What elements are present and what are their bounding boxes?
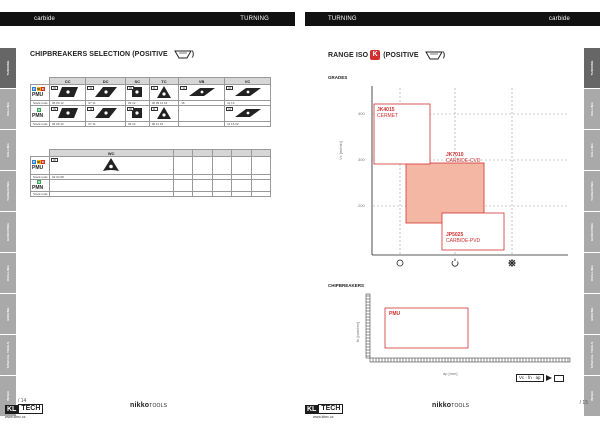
- right-side-tab-grooving[interactable]: GROOVING: [584, 212, 600, 253]
- insert-vc-pmn: 16: [225, 106, 271, 122]
- row2-pmn-sub: Stock tools: [31, 192, 50, 197]
- col-header-tc: TC: [149, 78, 179, 85]
- insert-cc-pmu: 09: [50, 85, 86, 101]
- col-header-dc: DC: [86, 78, 126, 85]
- col-header-wc: WC: [50, 150, 174, 157]
- rhombus-55-insert-icon: [94, 85, 118, 99]
- left-header-section: TURNING: [240, 16, 269, 22]
- left-page-number: / 14: [18, 398, 27, 404]
- row-pmn-sub: Stock tools: [31, 122, 50, 127]
- rhombus-35-insert-icon: [234, 85, 262, 99]
- left-side-tab-drilling[interactable]: DRILLING: [0, 253, 16, 294]
- triangle-insert-icon: [156, 85, 172, 99]
- right-side-tab-boring[interactable]: BORING: [584, 294, 600, 335]
- row-pmu-label: P M K PMU: [31, 85, 50, 101]
- left-side-tab-milling[interactable]: MILLING: [0, 130, 16, 171]
- triangle-insert-icon: [156, 106, 172, 120]
- left-section-title: CHIPBREAKERS SELECTION (POSITIVE ): [30, 51, 195, 58]
- left-header-bar: [0, 12, 295, 26]
- grades-label: GRADES: [328, 75, 348, 80]
- left-side-tab-grooving[interactable]: GROOVING: [0, 212, 16, 253]
- right-page-number: / 15: [579, 400, 588, 406]
- circle-icon: [397, 260, 403, 266]
- chipbreaker-table-1: CC DC SC TC VB VC P M K PMU 09 11 09 11 11 16 Stock tools 06 09 12 07 11 09 12 06 09 11 16 16 11 16 N PMN 09 11 09 11 16 Stock tools 06 09 12 07 11 09 12 06 11 16 11 16 22: [30, 77, 271, 127]
- y-axis-ruler: [366, 294, 370, 358]
- left-side-tab-boring[interactable]: BORING: [0, 294, 16, 335]
- grades-y-axis-label: Vc [m/min]: [338, 141, 343, 160]
- chipbreaker-table-2: WC P M K PMU 06 Stock tools 02 04 08 N PMN Stock tools: [30, 149, 271, 197]
- left-side-tab-milling[interactable]: MILLING: [0, 89, 16, 130]
- right-header-category: carbide: [548, 16, 570, 22]
- x-axis-ruler: [370, 358, 570, 362]
- kltech-logo: KL TECH www.kltec.cz: [305, 404, 343, 419]
- left-side-tab-turning[interactable]: TURNING: [0, 48, 16, 89]
- right-section-title: RANGE ISO K (POSITIVE ): [328, 51, 446, 59]
- insert-dc-pmn: 11: [86, 106, 126, 122]
- right-side-tab-index[interactable]: INDEX: [584, 376, 600, 417]
- col-header-cc: CC: [50, 78, 86, 85]
- insert-vb-pmn-empty: [179, 106, 225, 122]
- right-page: [300, 0, 600, 424]
- grade-label-jk4015: JK4015 CERMET: [377, 107, 399, 119]
- insert-vc-pmu: 16: [225, 85, 271, 101]
- table-reference-icon: [554, 375, 564, 382]
- positive-insert-icon: [425, 51, 443, 60]
- row2-pmu-label: P M K PMU: [31, 157, 50, 175]
- col-header-vb: VB: [179, 78, 225, 85]
- right-side-tabs: [584, 48, 600, 417]
- left-header-category: carbide: [34, 16, 56, 22]
- cutting-data-formula: [516, 374, 564, 382]
- arrow-right-icon: [546, 375, 552, 381]
- chipbreaker-chart: [348, 292, 572, 374]
- right-side-tab-milling[interactable]: MILLING: [584, 130, 600, 171]
- y-tick-200: 200: [358, 203, 365, 208]
- chipbreakers-label: CHIPBREAKERS: [328, 283, 365, 288]
- row-pmu-sub: Stock tools: [31, 101, 50, 106]
- col-header-sc: SC: [125, 78, 149, 85]
- y-tick-300: 300: [358, 157, 365, 162]
- row2-pmn-label: N PMN: [31, 180, 50, 192]
- left-side-tab-special-tools[interactable]: SPECIAL TOOLS: [0, 335, 16, 376]
- insert-tc-pmn: 11: [149, 106, 179, 122]
- right-side-tab-threading[interactable]: THREADING: [584, 171, 600, 212]
- insert-sc-pmn: 09: [125, 106, 149, 122]
- circle-interrupted-icon: [452, 259, 458, 267]
- grade-label-jp5025: JP5025 CARBIDE-PVD: [446, 232, 481, 244]
- rhombus-80-insert-icon: [57, 106, 79, 120]
- left-side-tab-threading[interactable]: THREADING: [0, 171, 16, 212]
- trigon-insert-icon: [102, 157, 120, 173]
- kltech-logo: KL TECH www.kltec.cz: [5, 404, 43, 419]
- col-header-vc: VC: [225, 78, 271, 85]
- insert-cc-pmn: 09: [50, 106, 86, 122]
- right-side-tab-milling[interactable]: MILLING: [584, 89, 600, 130]
- rhombus-80-insert-icon: [57, 85, 79, 99]
- right-side-tab-special-tools[interactable]: SPECIAL TOOLS: [584, 335, 600, 376]
- chipbreaker-label-pmu: PMU: [389, 311, 401, 317]
- rhombus-35-insert-icon: [234, 106, 262, 120]
- row-pmn-label: N PMN: [31, 106, 50, 122]
- positive-insert-icon: [174, 50, 192, 59]
- insert-tc-pmu: 11: [149, 85, 179, 101]
- left-side-tab-index[interactable]: INDEX: [0, 376, 16, 417]
- chip-y-axis-label: fn [mm/rev]: [355, 321, 360, 342]
- formula-box: Vc · fn · ap: [516, 374, 544, 382]
- right-side-tab-turning[interactable]: TURNING: [584, 48, 600, 89]
- right-header-bar: [305, 12, 600, 26]
- x-axis-icons: [397, 259, 516, 268]
- iso-k-badge: K: [370, 50, 380, 60]
- insert-sc-pmu: 09: [125, 85, 149, 101]
- grade-label-jk7010: JK7010 CARBIDE-CVD: [446, 152, 481, 164]
- insert-wc-pmu: 06: [50, 157, 174, 175]
- rhombus-55-insert-icon: [94, 106, 118, 120]
- right-header-section: TURNING: [328, 16, 357, 22]
- nikko-logo: nikkoTOOLS: [432, 402, 470, 409]
- left-side-tabs: [0, 48, 16, 417]
- nikko-logo: nikkoTOOLS: [130, 402, 168, 409]
- insert-dc-pmu: 11: [86, 85, 126, 101]
- rhombus-35-insert-icon: [188, 85, 216, 99]
- y-tick-400: 400: [358, 111, 365, 116]
- row2-pmu-sub: Stock tools: [31, 175, 50, 180]
- insert-vb-pmu: 11: [179, 85, 225, 101]
- right-side-tab-drilling[interactable]: DRILLING: [584, 253, 600, 294]
- chip-x-axis-label: ap [mm]: [443, 371, 458, 376]
- gear-interrupted-icon: [508, 259, 516, 267]
